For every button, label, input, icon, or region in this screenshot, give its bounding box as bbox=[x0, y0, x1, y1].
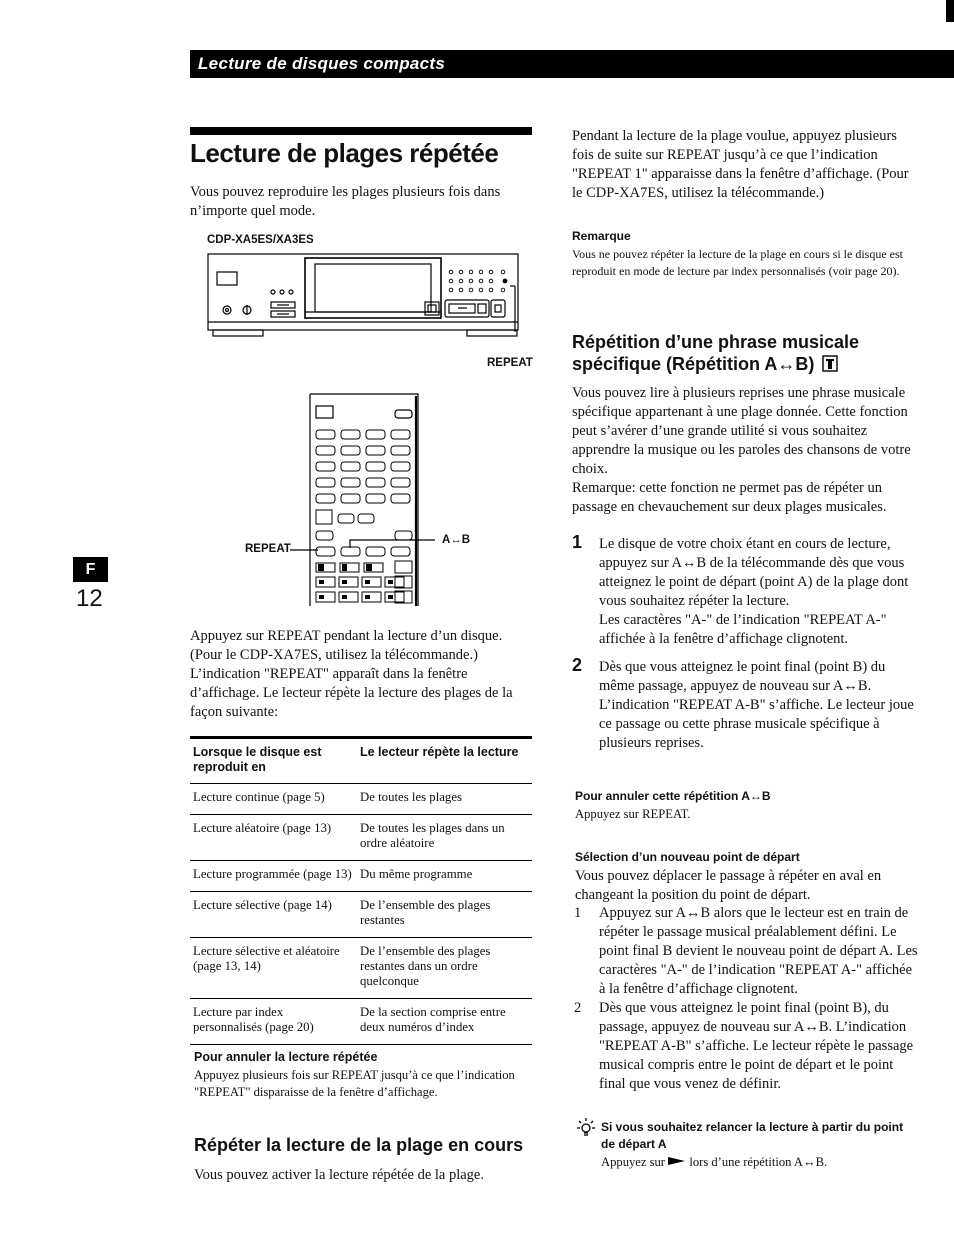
ab-intro: Vous pouvez lire à plusieurs reprises une phrase musicale spécifique appartenant à une plage donnée. Cette fonction peut s’avérer d’une grande utilité si vous souhaitez apprendre la musique ou les paroles des chansons de votre choix. bbox=[572, 385, 911, 477]
table-row bbox=[190, 999, 532, 1045]
table-row bbox=[190, 861, 532, 892]
cancel-ab-text: Appuyez sur REPEAT. bbox=[575, 807, 691, 821]
cancel-repeat-text: Appuyez plusieurs fois sur REPEAT jusqu’à ce que l’indication "REPEAT" disparaisse de la fenêtre d’affichage. bbox=[194, 1068, 515, 1099]
step-text: Appuyez sur A↔B alors que le lecteur est en train de répéter le passage musical préalablement défini. Le point final B devient le nouveau point de départ A. Les caractères "A-" de l’indication "REPEAT A-" affichée à la fenêtre d’affichage clignotent. bbox=[599, 905, 918, 997]
step-number: 2 bbox=[574, 1000, 582, 1016]
cd-player-illustration bbox=[205, 250, 525, 345]
table-cell: Du même programme bbox=[357, 861, 532, 892]
table-cell: Lecture programmée (page 13) bbox=[190, 861, 357, 892]
remark-heading: Remarque bbox=[572, 229, 631, 243]
table-row bbox=[190, 938, 532, 999]
current-track-text: Vous pouvez activer la lecture répétée de la plage. bbox=[194, 1167, 484, 1183]
list-item bbox=[572, 532, 922, 649]
step-number: 1 bbox=[574, 905, 582, 921]
repeat-paragraph: Appuyez sur REPEAT pendant la lecture d’un disque. (Pour le CDP-XA7ES, utilisez la télécommande.) L’indication "REPEAT" apparaît dans la fenêtre d’affichage. Le lecteur répète la lecture des plages de la façon suivante: bbox=[190, 628, 513, 720]
table-cell: Lecture aléatoire (page 13) bbox=[190, 815, 357, 861]
table-header-row bbox=[190, 738, 532, 784]
remote-control-illustration bbox=[240, 392, 490, 610]
header-title: Lecture de disques compacts bbox=[198, 54, 446, 73]
repeat-modes-table bbox=[190, 736, 532, 1045]
ab-note: Remarque: cette fonction ne permet pas de répéter un passage en chevauchement sur deux plages musicales. bbox=[572, 480, 887, 515]
table-header-cell: Lorsque le disque est reproduit en bbox=[190, 738, 357, 784]
table-header-cell: Le lecteur répète la lecture bbox=[357, 738, 532, 784]
language-tab: F bbox=[73, 557, 108, 582]
cancel-repeat-heading: Pour annuler la lecture répétée bbox=[194, 1050, 378, 1064]
table-row bbox=[190, 784, 532, 815]
table-row bbox=[190, 815, 532, 861]
page-edge-mark bbox=[946, 0, 954, 22]
ab-heading-block bbox=[572, 331, 872, 375]
remote-repeat-label: REPEAT bbox=[245, 543, 291, 555]
table-cell: Lecture sélective (page 14) bbox=[190, 892, 357, 938]
cancel-ab-heading: Pour annuler cette répétition A↔B bbox=[575, 789, 771, 803]
list-item bbox=[572, 999, 922, 1094]
new-start-steps bbox=[572, 904, 922, 1094]
play-icon bbox=[668, 1156, 686, 1166]
table-cell: De toutes les plages dans un ordre aléatoire bbox=[357, 815, 532, 861]
list-item bbox=[572, 904, 922, 999]
step-text: Dès que vous atteignez le point final (point B), du passage, appuyez de nouveau sur A↔B. L’indication "REPEAT A-B" s’affiche. Le lecteur répète le passage musical compris entre le point de départ et le point final que vous venez de définir. bbox=[599, 1000, 914, 1092]
remark-text: Vous ne pouvez répéter la lecture de la plage en cours si le disque est reproduit en mode de lecture par index personnalisés (voir page 20). bbox=[572, 247, 903, 278]
remote-ab-label: A↔B bbox=[442, 534, 471, 546]
player-repeat-label: REPEAT bbox=[487, 357, 533, 369]
new-start-intro: Vous pouvez déplacer le passage à répéter en aval en changeant la position du point de départ. bbox=[575, 868, 882, 903]
table-cell: De la section comprise entre deux numéros d’index bbox=[357, 999, 532, 1045]
table-row bbox=[190, 892, 532, 938]
page-title: Lecture de plages répétée bbox=[190, 138, 499, 168]
lightbulb-icon bbox=[576, 1117, 596, 1141]
table-cell: De l’ensemble des plages restantes bbox=[357, 892, 532, 938]
page-number: 12 bbox=[76, 585, 103, 612]
tip-heading: Si vous souhaitez relancer la lecture à partir du point de départ A bbox=[601, 1120, 904, 1151]
remote-only-icon bbox=[822, 355, 838, 372]
tip-text bbox=[601, 1154, 921, 1171]
step-number: 2 bbox=[572, 655, 583, 675]
step-number: 1 bbox=[572, 532, 583, 552]
step-text-continued: Les caractères "A-" de l’indication "REPEAT A-" affichée à la fenêtre d’affichage clignotent. bbox=[599, 612, 887, 647]
table-cell: Lecture sélective et aléatoire (page 13, 14) bbox=[190, 938, 357, 999]
table-cell: Lecture par index personnalisés (page 20) bbox=[190, 999, 357, 1045]
title-rule bbox=[190, 127, 532, 135]
tip-text-before: Appuyez sur bbox=[601, 1155, 666, 1169]
model-label: CDP-XA5ES/XA3ES bbox=[207, 234, 314, 246]
intro-paragraph: Vous pouvez reproduire les plages plusieurs fois dans n’importe quel mode. bbox=[190, 184, 501, 219]
step-text: Le disque de votre choix étant en cours de lecture, appuyez sur A↔B de la télécommande dès que vous atteignez le point de départ (point A) de la plage dont vous souhaitez répéter la lecture. bbox=[599, 536, 909, 609]
table-cell: De l’ensemble des plages restantes dans un ordre quelconque bbox=[357, 938, 532, 999]
table-cell: Lecture continue (page 5) bbox=[190, 784, 357, 815]
new-start-heading: Sélection d’un nouveau point de départ bbox=[575, 850, 800, 864]
step-text: Dès que vous atteignez le point final (point B) du même passage, appuyez de nouveau sur A↔B. L’indication "REPEAT A-B" s’affiche. Le lecteur joue ce passage ou cette phrase musicale spécifique à plusieurs reprises. bbox=[599, 659, 914, 751]
ab-repeat-heading: Répétition d’une phrase musicale spécifique (Répétition A↔B) bbox=[572, 332, 860, 374]
ab-steps bbox=[572, 532, 922, 753]
tip-text-after: lors d’une répétition A↔B. bbox=[689, 1155, 828, 1169]
current-track-heading: Répéter la lecture de la plage en cours bbox=[194, 1135, 524, 1155]
list-item bbox=[572, 655, 922, 753]
table-cell: De toutes les plages bbox=[357, 784, 532, 815]
repeat-modes-table-container bbox=[190, 736, 532, 1045]
repeat-one-paragraph: Pendant la lecture de la plage voulue, appuyez plusieurs fois de suite sur REPEAT jusqu’à ce que l’indication "REPEAT 1" apparaisse dans la fenêtre d’affichage. (Pour le CDP-XA7ES, utilisez la télécommande.) bbox=[572, 128, 909, 201]
